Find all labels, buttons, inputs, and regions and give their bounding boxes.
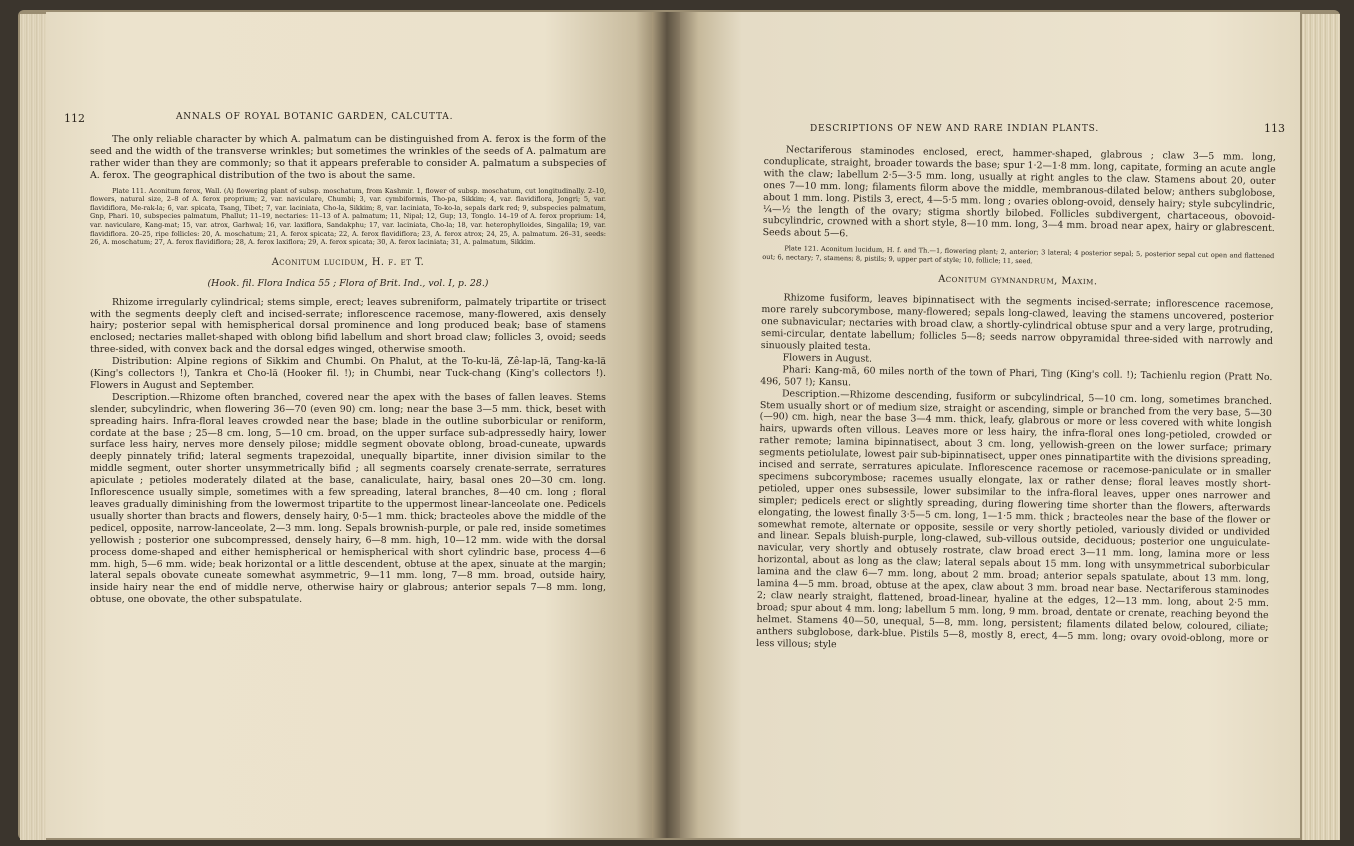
description-paragraph: Description.—Rhizome often branched, covered near the apex with the bases of fallen leaves. Stems slender, subcylindric, when flowering 36—70 (even 90) cm. long; near the base 3—5 mm. thick, beset with spreading hairs. Infra-floral leaves crowded near the base; blade in the outline suborbicular or reniform, cordate at the base ; 25—8 cm. long, 5—10 cm. broad, on the upper surface sub-adpressedly hairy, lower surface less hairy, nerves more densely pilose; middle segment obovate oblong, broad-cuneate, upwards deeply pinnately trifid; lateral segments trapezoidal, unequally bipartite, inner division similar to the middle segment, outer shorter unsymmetrically bifid ; all segments coarsely crenate-serrate, serratures apiculate ; petioles moderately dilated at the base, canaliculate, hairy, basal ones 20—30 cm. long. Inflorescence usually simple, sometimes with a few spreading, lateral branches, 8—40 cm. long ; floral leaves gradually diminishing from the lowermost tripartite to the uppermost linear-lanceolate one. Pedicels usually shorter than bracts and flowers, densely hairy, 0·5—1 mm. thick; bracteoles above the middle of the pedicel, opposite, narrow-lanceolate, 2—3 mm. long. Sepals brownish-purple, or pale red, inside sometimes yellowish ; posterior one subcompressed, densely hairy, 6—8 mm. high, 10—12 mm. wide with the dorsal process dome-shaped and either hemispherical or hemispherical with short cylindric base, process 4—6 mm. high, 5—6 mm. wide; beak horizontal or a little descendent, obtuse at the apex, sinuate at the margin; lateral sepals obovate cuneate somewhat asymmetric, 9—11 mm. long, 7—8 mm. broad, outside hairy, inside hairy near the end of middle nerve, otherwise hairy or glabrous; anterior sepals 7—8 mm. long, obtuse, one obovate, the other subspatulate. [90,391,606,606]
plate-121-caption: Plate 121. Aconitum lucidum, H. f. and Th.—1, flowering plant; 2, anterior; 3 lateral; 4 posterior sepal; 5, posterior sepal cut open and flattened out; 6, nectary; 7, stamens; 8, pistils; 9, upper part of style; 10, follicle; 11, seed. [762,244,1275,266]
book-gutter [652,12,682,838]
left-page-edges [20,14,46,840]
species-title-gymnandrum: Aconitum gymnandrum, Maxim. [938,274,1098,288]
species-title-lucidum: Aconitum lucidum, H. f. et T. [271,256,425,268]
right-page [680,12,1300,838]
right-running-head: DESCRIPTIONS OF NEW AND RARE INDIAN PLANTS. [810,124,1099,134]
left-text-block [90,134,606,606]
intro-paragraph: The only reliable character by which A. palmatum can be distinguished from A. ferox is the form of the seed and the width of the transverse wrinkles; but sometimes the wrinkles of the seeds of A. palmatum are rather wider than they are commonly; so that it appears preferable to consider A. palmatum a subspecies of A. ferox. The geographical distribution of the two is about the same. [90,134,606,181]
localities-line: Phari: Kang-mä, 60 miles north of the town of Phari, Ting (King's coll. !); Tachienlu region (Pratt No. 496, 507 !); Kansu. [760,364,1273,389]
diagnosis-paragraph: Rhizome irregularly cylindrical; stems simple, erect; leaves subreniform, palmately tripartite or trisect with the segments deeply cleft and incised-serrate; inflorescence racemose, many-flowered, axis densely hairy; posterior sepal with hemispherical dorsal prominence and long produced beak; base of stamens enclosed; nectaries mallet-shaped with oblong bifid labellum and short broad claw; follicles 3, ovoid; seeds three-sided, with convex back and the dorsal edges winged, otherwise smooth. [90,296,606,356]
left-page [46,12,654,838]
left-page-number: 112 [64,112,85,125]
right-text-block [756,144,1276,658]
continuation-paragraph: Nectariferous staminodes enclosed, erect, hammer-shaped, glabrous ; claw 3—5 mm. long, conduplicate, straight, broader towards the base; spur 1·2—1·8 mm. long, capitate, forming an acute angle with the claw; labellum 2·5—3·5 mm. long, usually at right angles to the claw. Stamens about 20, outer ones 7—10 mm. long; filaments filorm above the middle, membranous-dilated below; anthers subglobose, about 1 mm. long. Pistils 3, erect, 4—5·5 mm. long ; ovaries oblong-ovoid, densely hairy; style subcylindric, ¼—½ the length of the ovary; stigma shortly bilobed. Follicles subdivergent, chartaceous, obovoid-subcylindric, crowned with a short style, 8—10 mm. long, 3—4 mm. broad near apex, hairy or glabrescent. Seeds about 5—6. [762,144,1276,240]
gymnandrum-description: Description.—Rhizome descending, fusiform or subcylindrical, 5—10 cm. long, sometimes branched. Stem usually short or of medium size, straight or ascending, simple or branched from the very base, 5—30 (—90) cm. high, near the base 3—4 mm. thick, leafy, glabrous or more or less covered with white longish hairs, upwards often villous. Leaves more or less hairy, the infra-floral ones long-petioled, crowded or rather remote; lamina bipinnatisect, about 3 cm. long, yellowish-green on the lower surface; primary segments petiolulate, lowest pair sub-bipinnatisect, upper ones pinnatipartite with the divisions spreading, incised and serrate, serratures apiculate. Inflorescence racemose or racemose-paniculate or in smaller specimens subcorymbose; racemes usually elongate, lax or rather dense; floral leaves mostly short-petioled, upper ones subsessile, lower subsimilar to the infra-floral leaves, upper ones narrower and simpler; pedicels erect or slightly spreading, during flowering time shorter than the flowers, afterwards elongating, the lowest finally 3·5—5 cm. long, 1—1·5 mm. thick ; bracteoles near the base of the flower or somewhat remote, alternate or opposite, sessile or very shortly petioled, variously divided or undivided and linear. Sepals bluish-purple, long-clawed, sub-villous outside, deciduous; posterior one unguiculate-navicular, very shortly and obtusely rostrate, claw broad erect 3—11 mm. long, lamina more or less horizontal, about as long as the claw; lateral sepals about 15 mm. long with unsymmetrical suborbicular lamina and the claw 6—7 mm. long, about 2 mm. broad; anterior sepals spatulate, about 13 mm. long, lamina 4—5 mm. broad, obtuse at the apex, claw about 3 mm. broad near base. Nectariferous staminodes 2; claw nearly straight, flattened, broad-linear, hyaline at the edges, 12—13 mm. long, about 2·5 mm. broad; spur about 4 mm. long; labellum 5 mm. long, 9 mm. broad, dentate or crenate, reaching beyond the helmet. Stamens 40—50, unequal, 5—8, mm. long, persistent; filaments dilated below, coloured, ciliate; anthers subglobose, dark-blue. Pistils 5—8, mostly 8, erect, 4—5 mm. long; ovary ovoid-oblong, more or less villous; style [756,387,1273,650]
distribution-paragraph: Distribution: Alpine regions of Sikkim and Chumbi. On Phalut, at the To-ku-lä, Zê-lap-lä, Tang-ka-lä (King's collectors !), Tankra et Cho-lä (Hooker fil. !); in Chumbi, near Tuck-chang (King's collectors !). Flowers in August and September. [90,356,606,391]
right-page-number: 113 [1264,122,1285,135]
plate-111-caption: Plate 111. Aconitum ferox, Wall. (A) flowering plant of subsp. moschatum, from Kashmir. 1, flower of subsp. moschatum, cut longitudinally. 2–10, flowers, natural size, 2–8 of A. ferox proprium; 2, var. naviculare, Chumbi; 3, var. cymbiformis, Tho-pa, Sikkim; 4, var. flavidiflora, Jongri; 5, var. flavidiflora, Me-rak-la; 6, var. spicata, Tsang, Tibet; 7, var. laciniata, Cho-la, Sikkim; 8, var. laciniata, To-ko-la, sepals dark red; 9, subspecies palmatum, Gnp, Phari. 10, subspecies palmatum, Phallut; 11–19, nectaries: 11–13 of A. palmatum; 11, Nipal; 12, Gup; 13, Tonglo. 14–19 of A. ferox proprium: 14, var. naviculare, Kang-mat; 15, var. atrox, Garhwal; 16, var. laxiflora, Sandakphu; 17, var. laciniata, Cho-la; 18, var. heterophylloides, Singalila; 19, var. flavidiflora. 20–25, ripe follicles: 20, A. moschatum; 21, A. ferox spicata; 22, A. ferox flavidiflora; 23, A. ferox atrox; 24, 25, A. palmatum. 26–31, seeds: 26, A. moschatum; 27, A. ferox flavidiflora; 28, A. ferox laxiflora; 29, A. ferox spicata; 30, A. ferox laciniata; 31, A. palmatum, Sikkim. [90,186,606,247]
left-running-head: ANNALS OF ROYAL BOTANIC GARDEN, CALCUTTA. [176,112,454,122]
flowers-line: Flowers in August. [782,352,873,365]
right-page-edges [1302,14,1340,840]
reference-line: (Hook. fil. Flora Indica 55 ; Flora of Brit. Ind., vol. I, p. 28.) [207,277,489,289]
gymnandrum-diagnosis: Rhizome fusiform, leaves bipinnatisect with the segments incised-serrate; inflorescence racemose, more rarely subcorymbose, many-flowered; sepals long-clawed, leaving the stamens uncovered, posterior one subnavicular; nectaries with broad claw, a shortly-cylindrical obtuse spur and a very large, protruding, semi-circular, dentate labellum; follicles 5—8; seeds narrow obpyramidal three-sided with narrowly and sinuously plaited testa. [760,292,1274,353]
